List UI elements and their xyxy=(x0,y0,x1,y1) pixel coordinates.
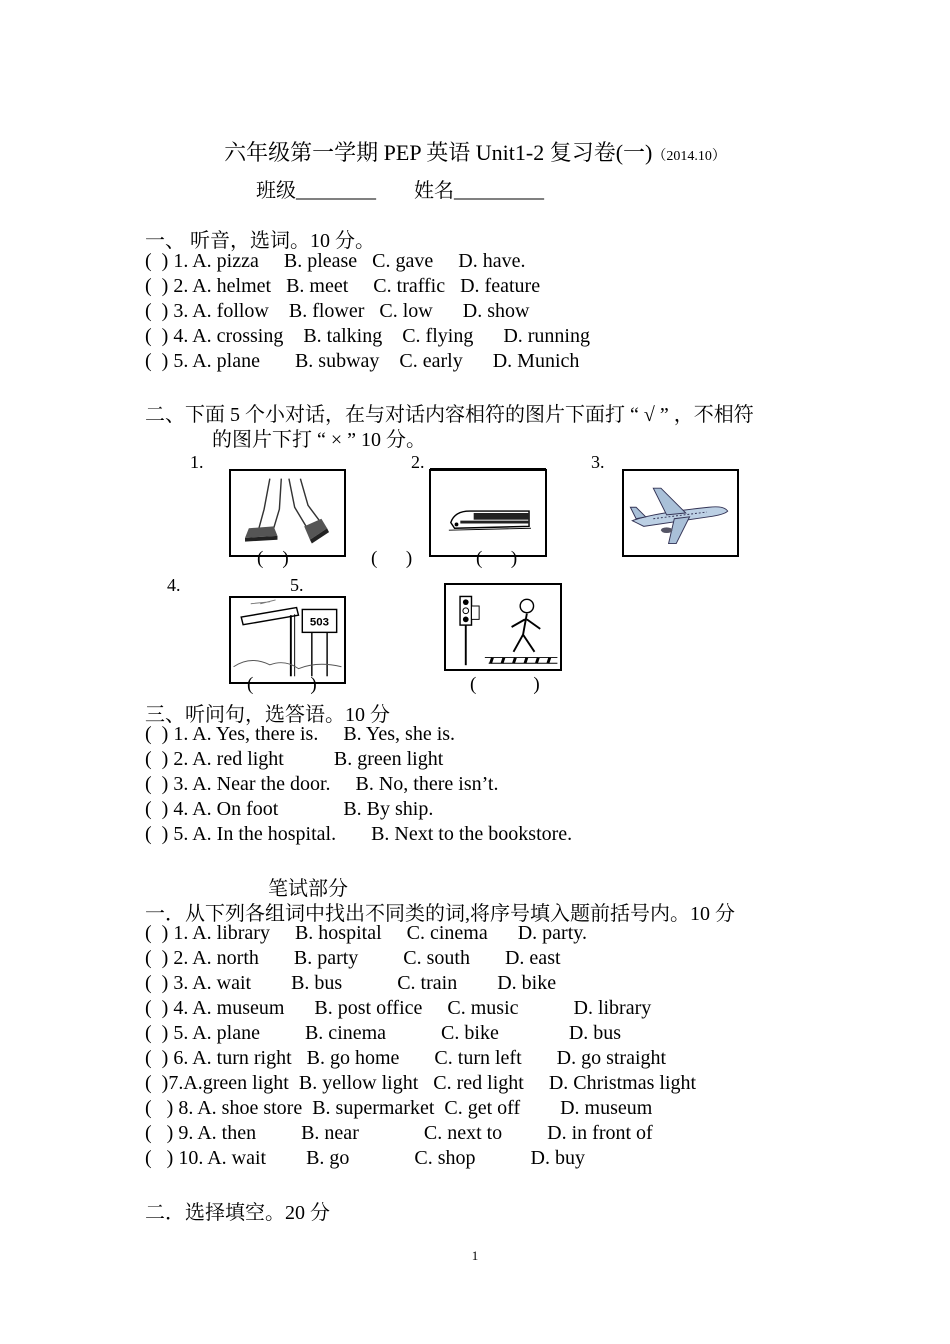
written2-heading: 二．选择填空。20 分 xyxy=(145,1202,330,1224)
written1-heading: 一．从下列各组词中找出不同类的词,将序号填入题前括号内。10 分 xyxy=(145,903,735,925)
question-line: ( ) 5. A. plane B. cinema C. bike D. bus xyxy=(145,1022,622,1044)
listen2-heading-line1: 二、下面 5 个小对话，在与对话内容相符的图片下面打 “ √ ” ，不相符 xyxy=(145,404,754,426)
bus-stop-picture xyxy=(229,596,346,684)
picture-number: 2. xyxy=(411,452,425,472)
traffic-light-crossing-icon xyxy=(446,585,560,669)
answer-parens[interactable]: ( ) xyxy=(257,548,289,569)
question-line: ( ) 3. A. wait B. bus C. train D. bike xyxy=(145,972,557,994)
walking-picture xyxy=(229,469,346,557)
picture-number: 3. xyxy=(591,452,605,472)
train-picture xyxy=(429,469,547,557)
picture-number: 1. xyxy=(190,452,204,472)
question-line: ( ) 2. A. north B. party C. south D. east xyxy=(145,947,561,969)
listen2-heading-line2: 的图片下打 “ × ” 10 分。 xyxy=(212,429,427,451)
question-line: ( ) 10. A. wait B. go C. shop D. buy xyxy=(145,1147,585,1169)
page-number: 1 xyxy=(471,1248,479,1263)
answer-parens[interactable]: ( ) xyxy=(470,674,540,695)
class-field[interactable]: 班级________ xyxy=(256,180,376,202)
picture-number: 4. xyxy=(167,575,181,595)
question-line: ( ) 4. A. crossing B. talking C. flying D. running xyxy=(145,325,590,347)
plane-picture xyxy=(622,469,739,557)
answer-parens[interactable]: ( ) xyxy=(247,674,317,695)
question-line: ( ) 4. A. On foot B. By ship. xyxy=(145,798,434,820)
question-line: ( ) 3. A. Near the door. B. No, there isn’t. xyxy=(145,773,499,795)
student-info xyxy=(256,174,544,203)
written-section-title: 笔试部分 xyxy=(268,878,348,900)
page-title xyxy=(0,136,950,167)
bullet-train-icon xyxy=(431,471,545,555)
airplane-icon xyxy=(624,471,737,555)
title-text: 六年级第一学期 PEP 英语 Unit1-2 复习卷(一) xyxy=(224,140,653,165)
listen1-heading: 一、 听音，选词。10 分。 xyxy=(145,230,375,252)
question-line: ( ) 5. A. plane B. subway C. early D. Munich xyxy=(145,350,580,372)
question-line: ( ) 8. A. shoe store B. supermarket C. get off D. museum xyxy=(145,1097,653,1119)
question-line: ( ) 1. A. pizza B. please C. gave D. have. xyxy=(145,250,526,272)
question-line: ( ) 1. A. Yes, there is. B. Yes, she is. xyxy=(145,723,456,745)
answer-parens[interactable]: ( ) xyxy=(476,548,518,569)
crossing-picture xyxy=(444,583,562,671)
title-date: （2014.10） xyxy=(652,149,726,164)
question-line: ( ) 3. A. follow B. flower C. low D. show xyxy=(145,300,530,322)
picture-number: 5. xyxy=(290,575,304,595)
question-line: ( ) 4. A. museum B. post office C. music D. library xyxy=(145,997,652,1019)
name-field[interactable]: 姓名_________ xyxy=(414,180,544,202)
answer-parens[interactable]: ( ) xyxy=(371,548,413,569)
walking-feet-icon xyxy=(231,471,344,555)
question-line: ( ) 5. A. In the hospital. B. Next to the bookstore. xyxy=(145,823,573,845)
question-line: ( )7.A.green light B. yellow light C. red light D. Christmas light xyxy=(145,1072,697,1094)
question-line: ( ) 9. A. then B. near C. next to D. in front of xyxy=(145,1122,653,1144)
question-line: ( ) 1. A. library B. hospital C. cinema D. party. xyxy=(145,922,587,944)
question-line: ( ) 2. A. helmet B. meet C. traffic D. feature xyxy=(145,275,541,297)
listen3-heading: 三、听问句，选答语。10 分 xyxy=(145,704,390,726)
question-line: ( ) 2. A. red light B. green light xyxy=(145,748,444,770)
bus-stop-icon xyxy=(231,598,344,682)
question-line: ( ) 6. A. turn right B. go home C. turn left D. go straight xyxy=(145,1047,667,1069)
bus-sign-text: 503 xyxy=(309,616,330,629)
